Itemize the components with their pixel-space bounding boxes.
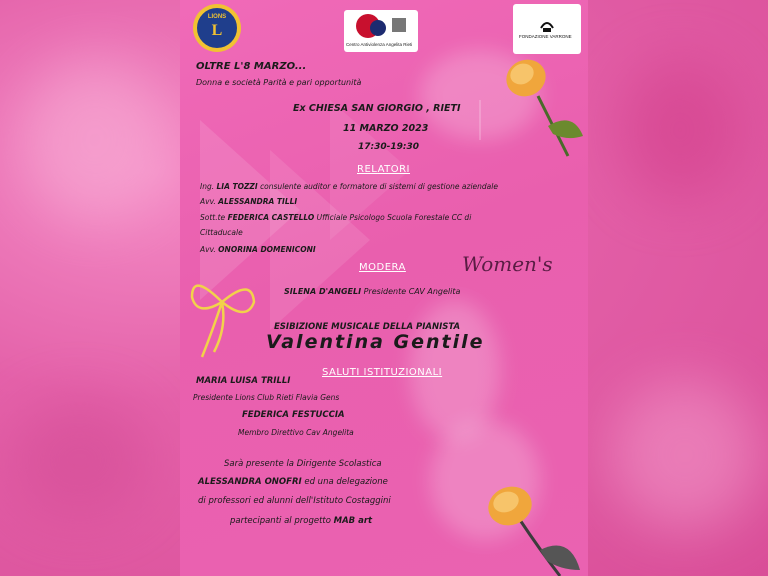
cav-emblem-icon xyxy=(344,10,418,42)
speaker-desc: Ufficiale Psicologo Scuola Forestale CC di xyxy=(316,213,472,222)
speaker-prefix: Ing. xyxy=(200,182,215,191)
speaker-name: FEDERICA CASTELLO xyxy=(227,213,315,222)
principal-name: ALESSANDRA ONOFRI xyxy=(198,477,302,487)
tulip-bottom-icon xyxy=(480,480,588,576)
moderator-entry xyxy=(284,287,460,296)
speaker-name: ONORINA DOMENICONI xyxy=(218,245,316,254)
project-name: MAB art xyxy=(333,516,373,526)
event-subtitle: Donna e società Parità e pari opportunità xyxy=(196,78,362,87)
fondazione-logo xyxy=(513,4,581,54)
closing-line-2 xyxy=(198,477,388,487)
event-poster xyxy=(180,0,588,576)
event-date: 11 MARZO 2023 xyxy=(343,123,429,134)
womens-script: Women's xyxy=(462,252,553,276)
saluti-heading: SALUTI ISTITUZIONALI xyxy=(322,367,443,378)
speaker-desc: consulente auditor e formatore di sistemi di gestione aziendale xyxy=(260,182,498,191)
svg-text:LIONS: LIONS xyxy=(207,14,227,20)
pianist-name: Valentina Gentile xyxy=(266,331,485,353)
event-title: OLTRE L'8 MARZO... xyxy=(196,61,307,72)
closing-line-4-text: partecipanti al progetto xyxy=(230,516,331,526)
fondazione-logo-text: FONDAZIONE VARRONE xyxy=(519,34,572,39)
speaker-prefix: Avv. xyxy=(200,245,216,254)
speaker-entry xyxy=(200,197,297,206)
venue: Ex CHIESA SAN GIORGIO , RIETI xyxy=(293,103,461,114)
speaker-prefix: Avv. xyxy=(200,197,216,206)
speaker-name: ALESSANDRA TILLI xyxy=(218,197,298,206)
cav-logo xyxy=(344,10,418,52)
greeting-desc: Membro Direttivo Cav Angelita xyxy=(238,428,354,437)
event-time: 17:30-19:30 xyxy=(358,142,420,152)
performance-title: ESIBIZIONE MUSICALE DELLA PIANISTA xyxy=(274,322,461,332)
closing-line-2-rest: ed una delegazione xyxy=(304,477,388,487)
speaker-desc-continued: Cittaducale xyxy=(200,228,243,237)
lions-emblem-icon xyxy=(193,4,241,52)
cav-logo-text: Centro Antiviolenza Angelita Rieti xyxy=(346,42,413,47)
fondazione-emblem-icon xyxy=(513,4,581,54)
greeting-name: FEDERICA FESTUCCIA xyxy=(242,410,345,420)
lions-logo xyxy=(193,4,241,52)
closing-line-1: Sarà presente la Dirigente Scolastica xyxy=(224,459,382,469)
speaker-entry xyxy=(200,182,498,191)
modera-heading: MODERA xyxy=(359,262,406,273)
speaker-entry xyxy=(200,245,316,254)
speaker-entry xyxy=(200,213,471,222)
ribbon-bow-icon xyxy=(182,262,262,362)
speaker-name: LIA TOZZI xyxy=(216,182,258,191)
closing-line-4 xyxy=(230,516,372,526)
greeting-desc: Presidente Lions Club Rieti Flavia Gens xyxy=(193,393,340,402)
relatori-heading: RELATORI xyxy=(357,164,411,175)
moderator-name: SILENA D'ANGELI xyxy=(284,287,362,296)
tulip-top-icon xyxy=(498,56,588,166)
moderator-desc: Presidente CAV Angelita xyxy=(363,287,461,296)
greeting-name: MARIA LUISA TRILLI xyxy=(196,376,291,386)
svg-text:L: L xyxy=(211,22,223,39)
closing-line-3: di professori ed alunni dell'Istituto Costaggini xyxy=(198,496,391,506)
speaker-prefix: Sott.te xyxy=(200,213,226,222)
